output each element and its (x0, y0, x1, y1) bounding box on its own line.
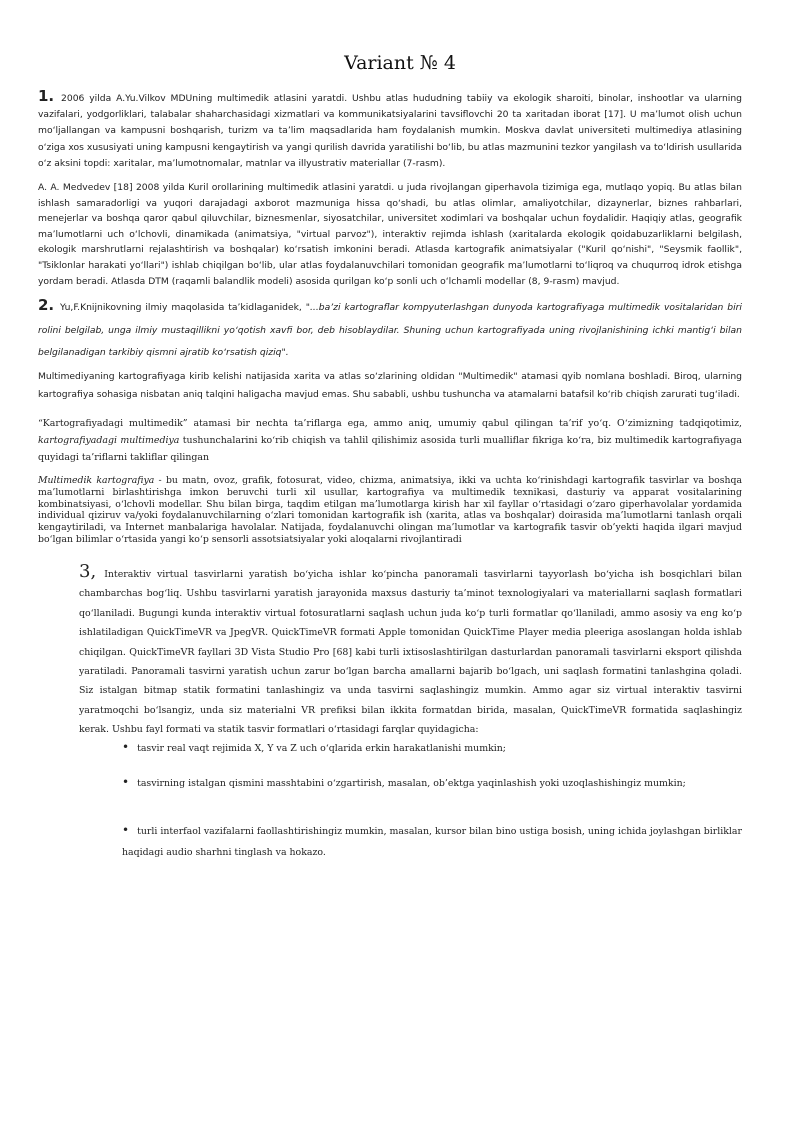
section-2-paragraph-1 (38, 294, 742, 365)
bullet-icon: • (122, 775, 130, 789)
section-2-definition (38, 475, 742, 546)
section-1-number: 1. (38, 87, 55, 105)
section-2-text-3a: “Kartografiyadagi multimedik” atamasi bir nechta ta’riflarga ega, ammo aniq, umumiy qabul qilingan ta’rif yo‘q. O‘zimizning tadqiqotimiz, (38, 418, 742, 429)
section-1-paragraph-2 (38, 180, 742, 289)
list-item-2-text: tasvirning istalgan qismini masshtabini o‘zgartirish, masalan, ob’ektga yaqinlashish yoki uzoqlashishingiz mumkin; (137, 778, 686, 789)
section-2-text-3b: tushunchalarini ko‘rib chiqish va tahlil qilishimiz asosida turli mualliflar fikriga ko‘ra, biz multimedik kartografiyaga quyidagi ta’riflarni takliflar qilingan (38, 434, 742, 463)
section-1-text-2: A. A. Medvedev [18] 2008 yilda Kuril orollarining multimedik atlasini yaratdi. u juda rivojlangan giperhavola tizimiga ega, mutlaqo yopiq. Bu atlas bilan ishlash samaradorligi va yuqori darajadagi axborot mazmuniga hissa qo‘shadi, bu atlas olimlar, amaliyotchilar, dizaynerlar, biznes rahbarlari, menejerlar va boshqa qaror qabul qiluvchilar, biznesmenlar, siyosatchilar, universitet xodimlari va boshqalar uchun foydalidir. Haqiqiy atlas, geografik ma’lumotlarni uch o‘lchovli, dinamikada (animatsiya, "virtual parvoz"), interaktiv rejimda ishlash (xaritalarda ekologik qoidabuzarliklarni belgilash, ekologik marshrutlarni rejalashtirish va boshqalar) ko‘rsatish imkonini beradi. Atlasda kartografik animatsiyalar ("Kuril qo‘nishi", "Seysmik faollik", "Tsiklonlar harakati yo‘llari") ishlab chiqilgan bo‘lib, ular atlas foydalanuvchilari tomonidan geografik ma’lumotlarni to‘liqroq va chuqurroq idrok etishga yordam beradi. Atlasda DTM (raqamli balandlik modeli) asosida qurilgan ko‘p sonli uch o‘lchamli modellar (8, 9-rasm) mavjud. (38, 182, 742, 287)
definition-text: - bu matn, ovoz, grafik, fotosurat, video, chizma, animatsiya, ikki va uchta ko‘rinishdagi kartografik tasvirlar va boshqa ma’lumotlarni birlashtirishga imkon beruvchi turli xil usullar, kartografiya va multimedik texnikasi, dasturiy va apparat vositalarining kombinatsiyasi, o‘lchovli modellar. Shu bilan birga, taqdim etilgan ma’lumotlarga kirish har xil fayllar o‘rtasidagi o‘zaro giperhavolalar yordamida individual qiziruv va/yoki foydalanuvchilarning o‘zlari tomonidan kartografik ish (xarita, atlas va boshqalar) doirasida ma’lumotlarni tanlash orqali kengaytiriladi, va Internet manbalariga havolalar. Natijada, foydalanuvchi olingan ma’lumotlar va kartografik tasvir ob’yekti haqida ilgari mavjud bo‘lgan bilimlar o‘rtasida yangi ko‘p sensorli assotsiatsiyalar yoki aloqalarni rivojlantiradi (38, 475, 742, 545)
page-title: Variant № 4 (344, 52, 456, 74)
section-1-text-1: 2006 yilda A.Yu.Vilkov MDUning multimedik atlasini yaratdi. Ushbu atlas hududning tabiiy va ekologik sharoiti, binolar, inshootlar va ularning vazifalari, yodgorliklari, talabalar shaharchasidagi xizmatlari va kommunikatsiyalarini tavsiflovchi 20 ta xaritadan iborat [17]. U ma’lumot olish uchun mo‘ljallangan va kampusni boshqarish, turizm va ta’lim maqsadlarida ham foydalanish mumkin. Moskva davlat universiteti multimediya atlasining o‘ziga xos xususiyati uning kampusni kengaytirish va yangi qurilish davrida yaratilishi bo‘lib, bu atlas mazmunini tezkor yangilash va to‘ldirish usullarida o‘z aksini topdi: xaritalar, ma’lumotnomalar, matnlar va illyustrativ materiallar (7-rasm). (38, 93, 743, 169)
list-item-3 (79, 820, 742, 863)
section-2-paragraph-3 (38, 416, 742, 466)
section-2-term: kartografiyadagi multimediya (38, 434, 180, 446)
section-3-text: Interaktiv virtual tasvirlarni yaratish bo‘yicha ishlar ko‘pincha panoramali tasvirlarni tayyorlash bo‘yicha ish bosqichlari bilan chambarchas bog‘liq. Ushbu tasvirlarni yaratish jarayonida maxsus dasturiy ta’minot texnologiyalari va materiallarni saqlash formatlari qo‘llaniladi. Bugungi kunda interaktiv virtual fotosuratlarni saqlash uchun juda ko‘p turli formatlar qo‘llaniladi, ammo asosiy va eng ko‘p ishlatiladigan QuickTimeVR va JpegVR. QuickTimeVR formati Apple tomonidan QuickTime Player media pleeriga asoslangan holda ishlab chiqilgan. QuickTimeVR fayllari 3D Vista Studio Pro [68] kabi turli ixtisoslashtirilgan dasturlardan panoramali tasvirlarni eksport qilishda yaratiladi. Panoramali tasvirni yaratish uchun zarur bo‘lgan barcha amallarni bajarib bo‘lgach, uni saqlash formatini tanlashgina qoladi. Siz istalgan bitmap statik formatini tanlashingiz va unda tasvirni saqlashingiz mumkin. Ammo agar siz virtual interaktiv tasvirni yaratmoqchi bo‘lsangiz, unda siz materialni VR prefiksi bilan ikkita formatdan birida, masalan, QuickTimeVR formatida saqlashingiz kerak. Ushbu fayl formati va statik tasvir formatlari o‘rtasidagi farqlar quyidagicha: (79, 569, 742, 736)
section-3-number: 3, (79, 561, 97, 582)
section-2-quote: "...ba’zi kartograflar kompyuterlashgan dunyoda kartografiyaga multimedik vositalaridan biri rolini belgilab, unga ilmiy mustaqillikni yo‘qotish xavfi bor, deb hisoblaydilar. Shuning uchun kartografiyada uning rivojlanishining ichki mantig‘i bilan belgilanadigan tarkibiy qismni ajratib ko‘rsatish qiziq". (38, 302, 742, 358)
section-1-paragraph-1 (38, 88, 742, 172)
section-2-number: 2. (38, 296, 55, 314)
definition-term: Multimedik kartografiya (38, 475, 155, 486)
list-item-1 (122, 740, 742, 754)
section-2-paragraph-2 (38, 368, 742, 404)
list-item-3-text: turli interfaol vazifalarni faollashtirishingiz mumkin, masalan, kursor bilan bino ustiga bosish, uning ichida joylashgan birliklar haqidagi audio sharhni tinglash va hokazo. (122, 826, 742, 858)
bullet-icon: • (122, 740, 130, 754)
list-item-1-text: tasvir real vaqt rejimida X, Y va Z uch o‘qlarida erkin harakatlanishi mumkin; (137, 743, 506, 754)
bullet-icon: • (122, 823, 130, 837)
list-item-2 (79, 772, 742, 794)
section-3-paragraph (79, 562, 742, 740)
section-2-lead: Yu,F.Knijnikovning ilmiy maqolasida ta’kidlaganidek, (60, 302, 306, 313)
section-2-text-2: Multimediyaning kartografiyaga kirib kelishi natijasida xarita va atlas so‘zlarining oldidan "Multimedik" atamasi qyib nomlana boshladi. Biroq, ularning kartografiya sohasiga nisbatan aniq talqini haligacha mavjud emas. Shu sababli, ushbu tushuncha va atamalarni batafsil ko‘rib chiqish zarurati tug‘iladi. (38, 371, 742, 400)
